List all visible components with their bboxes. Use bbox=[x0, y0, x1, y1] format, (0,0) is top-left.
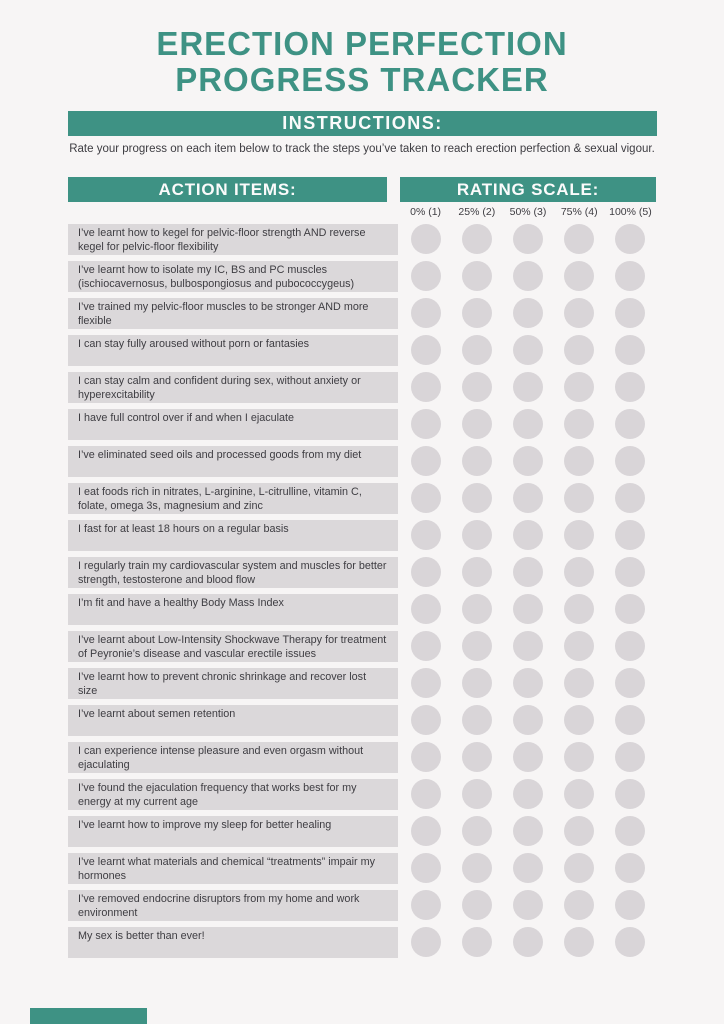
rating-cell bbox=[400, 224, 451, 254]
rating-scale-label: 0% (1) bbox=[410, 206, 442, 218]
rating-cells bbox=[400, 557, 656, 587]
tracker-grid bbox=[68, 224, 724, 964]
tracker-row bbox=[68, 816, 724, 853]
tracker-row bbox=[68, 779, 724, 816]
rating-circle[interactable] bbox=[564, 853, 594, 883]
rating-circle[interactable] bbox=[564, 224, 594, 254]
action-item-text: I fast for at least 18 hours on a regular basis bbox=[68, 520, 398, 551]
rating-cell bbox=[502, 705, 553, 735]
rating-circle[interactable] bbox=[411, 409, 441, 439]
rating-circle[interactable] bbox=[564, 557, 594, 587]
action-item-text: I have full control over if and when I ejaculate bbox=[68, 409, 398, 440]
rating-cells bbox=[400, 298, 656, 328]
rating-cell bbox=[451, 890, 502, 920]
rating-circle[interactable] bbox=[462, 816, 492, 846]
rating-circle[interactable] bbox=[462, 742, 492, 772]
rating-cell bbox=[554, 927, 605, 957]
rating-cell bbox=[400, 779, 451, 809]
rating-cell bbox=[451, 224, 502, 254]
rating-circle[interactable] bbox=[411, 520, 441, 550]
rating-circle[interactable] bbox=[513, 742, 543, 772]
rating-circle[interactable] bbox=[513, 853, 543, 883]
rating-cell bbox=[605, 631, 656, 661]
rating-cells bbox=[400, 483, 656, 513]
rating-cell bbox=[605, 261, 656, 291]
rating-cells bbox=[400, 779, 656, 809]
rating-circle[interactable] bbox=[513, 372, 543, 402]
rating-circle[interactable] bbox=[411, 927, 441, 957]
rating-cell bbox=[554, 668, 605, 698]
rating-cell bbox=[605, 742, 656, 772]
rating-circle[interactable] bbox=[462, 483, 492, 513]
rating-circle[interactable] bbox=[513, 594, 543, 624]
rating-circle[interactable] bbox=[513, 927, 543, 957]
rating-circle[interactable] bbox=[411, 298, 441, 328]
tracker-row bbox=[68, 224, 724, 261]
rating-cell bbox=[605, 890, 656, 920]
rating-cell bbox=[605, 224, 656, 254]
tracker-row bbox=[68, 631, 724, 668]
rating-cell bbox=[451, 446, 502, 476]
rating-cell bbox=[451, 631, 502, 661]
rating-circle[interactable] bbox=[411, 705, 441, 735]
rating-cell bbox=[605, 594, 656, 624]
tracker-row bbox=[68, 668, 724, 705]
rating-circle[interactable] bbox=[615, 927, 645, 957]
rating-cell bbox=[605, 816, 656, 846]
rating-circle[interactable] bbox=[615, 705, 645, 735]
rating-cell bbox=[502, 446, 553, 476]
rating-cell bbox=[400, 705, 451, 735]
rating-circle[interactable] bbox=[615, 520, 645, 550]
action-item-text: I can stay fully aroused without porn or fantasies bbox=[68, 335, 398, 366]
rating-cells bbox=[400, 890, 656, 920]
action-item-text: I’ve removed endocrine disruptors from my home and work environment bbox=[68, 890, 398, 921]
page-title bbox=[0, 0, 724, 98]
rating-cells bbox=[400, 520, 656, 550]
rating-circle[interactable] bbox=[615, 779, 645, 809]
action-item-text: I’ve learnt how to improve my sleep for better healing bbox=[68, 816, 398, 847]
rating-cell bbox=[502, 298, 553, 328]
rating-circle[interactable] bbox=[411, 335, 441, 365]
rating-cell bbox=[502, 890, 553, 920]
footer-bar-decoration bbox=[30, 1008, 147, 1024]
rating-cell bbox=[605, 483, 656, 513]
tracker-row bbox=[68, 853, 724, 890]
rating-circle[interactable] bbox=[411, 594, 441, 624]
action-item-text: I’ve learnt about Low-Intensity Shockwave Therapy for treatment of Peyronie’s disease and vascular erectile issues bbox=[68, 631, 398, 662]
rating-circle[interactable] bbox=[615, 742, 645, 772]
instructions-header-bar: INSTRUCTIONS: bbox=[68, 111, 657, 136]
action-item-text: I’ve learnt how to prevent chronic shrinkage and recover lost size bbox=[68, 668, 398, 699]
action-item-text: I’ve learnt what materials and chemical “treatments” impair my hormones bbox=[68, 853, 398, 884]
rating-circle[interactable] bbox=[615, 298, 645, 328]
rating-circle[interactable] bbox=[462, 779, 492, 809]
rating-cell bbox=[400, 261, 451, 291]
tracker-row bbox=[68, 520, 724, 557]
rating-circle[interactable] bbox=[513, 890, 543, 920]
rating-cell bbox=[451, 705, 502, 735]
action-item-text: I can experience intense pleasure and even orgasm without ejaculating bbox=[68, 742, 398, 773]
rating-cell bbox=[400, 409, 451, 439]
rating-cell bbox=[502, 372, 553, 402]
rating-circle[interactable] bbox=[615, 668, 645, 698]
action-item-text: I eat foods rich in nitrates, L-arginine, L-citrulline, vitamin C, folate, omega 3s, magnesium and zinc bbox=[68, 483, 398, 514]
rating-cell bbox=[554, 557, 605, 587]
rating-scale-label: 25% (2) bbox=[458, 206, 496, 218]
tracker-row bbox=[68, 483, 724, 520]
rating-cell bbox=[554, 742, 605, 772]
tracker-row bbox=[68, 927, 724, 964]
rating-circle[interactable] bbox=[615, 483, 645, 513]
rating-circle[interactable] bbox=[462, 668, 492, 698]
rating-circle[interactable] bbox=[411, 742, 441, 772]
action-item-text: I regularly train my cardiovascular system and muscles for better strength, testosterone and blood flow bbox=[68, 557, 398, 588]
rating-circle[interactable] bbox=[513, 779, 543, 809]
rating-cell bbox=[554, 890, 605, 920]
rating-circle[interactable] bbox=[564, 261, 594, 291]
rating-circle[interactable] bbox=[513, 409, 543, 439]
rating-circle[interactable] bbox=[513, 668, 543, 698]
rating-cells bbox=[400, 261, 656, 291]
rating-circle[interactable] bbox=[564, 631, 594, 661]
rating-circle[interactable] bbox=[462, 520, 492, 550]
rating-circle[interactable] bbox=[411, 261, 441, 291]
rating-scale-label: 75% (4) bbox=[560, 206, 598, 218]
rating-circle[interactable] bbox=[564, 594, 594, 624]
rating-cell bbox=[451, 927, 502, 957]
rating-cell bbox=[502, 631, 553, 661]
rating-circle[interactable] bbox=[513, 816, 543, 846]
action-item-text: I’ve trained my pelvic-floor muscles to be stronger AND more flexible bbox=[68, 298, 398, 329]
tracker-row bbox=[68, 446, 724, 483]
rating-circle[interactable] bbox=[462, 705, 492, 735]
rating-cells bbox=[400, 853, 656, 883]
rating-cell bbox=[554, 631, 605, 661]
rating-circle[interactable] bbox=[513, 483, 543, 513]
rating-cells bbox=[400, 705, 656, 735]
rating-cell bbox=[451, 853, 502, 883]
rating-circle[interactable] bbox=[462, 224, 492, 254]
rating-circle[interactable] bbox=[513, 631, 543, 661]
tracker-row bbox=[68, 557, 724, 594]
rating-cell bbox=[605, 372, 656, 402]
rating-cell bbox=[451, 520, 502, 550]
rating-cell bbox=[554, 779, 605, 809]
tracker-row bbox=[68, 298, 724, 335]
rating-circle[interactable] bbox=[513, 261, 543, 291]
rating-circle[interactable] bbox=[411, 779, 441, 809]
tracker-row bbox=[68, 409, 724, 446]
rating-cell bbox=[605, 705, 656, 735]
rating-cell bbox=[400, 853, 451, 883]
rating-circle[interactable] bbox=[462, 298, 492, 328]
rating-cells bbox=[400, 409, 656, 439]
rating-circle[interactable] bbox=[615, 853, 645, 883]
rating-cell bbox=[502, 779, 553, 809]
rating-circle[interactable] bbox=[564, 668, 594, 698]
rating-circle[interactable] bbox=[564, 816, 594, 846]
rating-circle[interactable] bbox=[513, 224, 543, 254]
rating-cell bbox=[502, 668, 553, 698]
rating-circle[interactable] bbox=[615, 594, 645, 624]
rating-cell bbox=[554, 705, 605, 735]
rating-circle[interactable] bbox=[564, 927, 594, 957]
action-item-text: I’ve eliminated seed oils and processed goods from my diet bbox=[68, 446, 398, 477]
action-items-header-bar: ACTION ITEMS: bbox=[68, 177, 387, 202]
rating-cell bbox=[605, 668, 656, 698]
rating-circle[interactable] bbox=[411, 668, 441, 698]
rating-circle[interactable] bbox=[564, 483, 594, 513]
action-item-text: I can stay calm and confident during sex, without anxiety or hyperexcitability bbox=[68, 372, 398, 403]
rating-cell bbox=[605, 298, 656, 328]
page-title-line1: ERECTION PERFECTION bbox=[156, 25, 568, 62]
rating-cell bbox=[400, 446, 451, 476]
rating-circle[interactable] bbox=[462, 927, 492, 957]
rating-cell bbox=[400, 631, 451, 661]
rating-circle[interactable] bbox=[615, 890, 645, 920]
rating-cell bbox=[502, 853, 553, 883]
rating-cell bbox=[554, 483, 605, 513]
rating-cell bbox=[554, 409, 605, 439]
rating-circle[interactable] bbox=[513, 557, 543, 587]
rating-circle[interactable] bbox=[462, 446, 492, 476]
rating-circle[interactable] bbox=[513, 705, 543, 735]
rating-circle[interactable] bbox=[564, 742, 594, 772]
action-item-text: I’m fit and have a healthy Body Mass Index bbox=[68, 594, 398, 625]
rating-cell bbox=[400, 298, 451, 328]
rating-cell bbox=[451, 816, 502, 846]
tracker-row bbox=[68, 890, 724, 927]
rating-cells bbox=[400, 668, 656, 698]
rating-circle[interactable] bbox=[564, 890, 594, 920]
rating-cell bbox=[605, 557, 656, 587]
rating-circle[interactable] bbox=[615, 446, 645, 476]
rating-cell bbox=[451, 372, 502, 402]
rating-cells bbox=[400, 224, 656, 254]
rating-circle[interactable] bbox=[513, 298, 543, 328]
rating-cells bbox=[400, 446, 656, 476]
rating-cell bbox=[400, 372, 451, 402]
tracker-row bbox=[68, 261, 724, 298]
column-headers bbox=[68, 177, 724, 202]
rating-cell bbox=[502, 520, 553, 550]
rating-cell bbox=[400, 890, 451, 920]
rating-circle[interactable] bbox=[462, 594, 492, 624]
rating-circle[interactable] bbox=[411, 372, 441, 402]
rating-cell bbox=[554, 224, 605, 254]
rating-labels-row bbox=[400, 206, 656, 218]
rating-cell bbox=[605, 446, 656, 476]
rating-circle[interactable] bbox=[615, 631, 645, 661]
rating-circle[interactable] bbox=[411, 890, 441, 920]
rating-circle[interactable] bbox=[462, 372, 492, 402]
rating-cell bbox=[451, 668, 502, 698]
rating-circle[interactable] bbox=[615, 372, 645, 402]
rating-cells bbox=[400, 631, 656, 661]
tracker-row bbox=[68, 705, 724, 742]
rating-cell bbox=[502, 557, 553, 587]
action-item-text: I’ve found the ejaculation frequency that works best for my energy at my current age bbox=[68, 779, 398, 810]
rating-scale-label: 50% (3) bbox=[509, 206, 547, 218]
rating-cell bbox=[451, 335, 502, 365]
rating-cell bbox=[400, 520, 451, 550]
rating-cell bbox=[400, 816, 451, 846]
rating-circle[interactable] bbox=[411, 557, 441, 587]
rating-cell bbox=[400, 483, 451, 513]
rating-cell bbox=[451, 557, 502, 587]
rating-circle[interactable] bbox=[411, 446, 441, 476]
rating-circle[interactable] bbox=[564, 446, 594, 476]
rating-circle[interactable] bbox=[564, 520, 594, 550]
rating-cells bbox=[400, 372, 656, 402]
rating-circle[interactable] bbox=[411, 224, 441, 254]
rating-circle[interactable] bbox=[615, 261, 645, 291]
rating-cell bbox=[502, 742, 553, 772]
rating-cell bbox=[502, 816, 553, 846]
rating-cell bbox=[554, 372, 605, 402]
rating-circle[interactable] bbox=[615, 224, 645, 254]
rating-cell bbox=[502, 409, 553, 439]
rating-cell bbox=[605, 779, 656, 809]
rating-cell bbox=[400, 668, 451, 698]
rating-cell bbox=[605, 335, 656, 365]
rating-scale-label: 100% (5) bbox=[609, 206, 652, 218]
rating-circle[interactable] bbox=[462, 261, 492, 291]
rating-circle[interactable] bbox=[615, 409, 645, 439]
rating-circle[interactable] bbox=[564, 298, 594, 328]
rating-cell bbox=[451, 261, 502, 291]
rating-cell bbox=[605, 520, 656, 550]
rating-circle[interactable] bbox=[411, 816, 441, 846]
tracker-row bbox=[68, 372, 724, 409]
rating-cell bbox=[400, 557, 451, 587]
rating-circle[interactable] bbox=[615, 557, 645, 587]
rating-circle[interactable] bbox=[564, 779, 594, 809]
rating-cell bbox=[451, 298, 502, 328]
instructions-text: Rate your progress on each item below to track the steps you’ve taken to reach erection perfection & sexual vigour. bbox=[69, 143, 655, 155]
action-item-text: I’ve learnt how to kegel for pelvic-floor strength AND reverse kegel for pelvic-floor flexibility bbox=[68, 224, 398, 255]
rating-cell bbox=[400, 335, 451, 365]
rating-cell bbox=[605, 927, 656, 957]
rating-circle[interactable] bbox=[462, 409, 492, 439]
rating-cell bbox=[605, 853, 656, 883]
rating-circle[interactable] bbox=[462, 557, 492, 587]
rating-circle[interactable] bbox=[411, 631, 441, 661]
rating-cell bbox=[502, 224, 553, 254]
rating-circle[interactable] bbox=[462, 335, 492, 365]
rating-circle[interactable] bbox=[462, 890, 492, 920]
page-title-line2: PROGRESS TRACKER bbox=[175, 61, 549, 98]
rating-cell bbox=[554, 520, 605, 550]
rating-cell bbox=[554, 816, 605, 846]
rating-cell bbox=[451, 779, 502, 809]
rating-scale-header-bar: RATING SCALE: bbox=[400, 177, 656, 202]
rating-circle[interactable] bbox=[513, 520, 543, 550]
rating-cell bbox=[554, 335, 605, 365]
rating-circle[interactable] bbox=[564, 409, 594, 439]
rating-cell bbox=[554, 853, 605, 883]
rating-circle[interactable] bbox=[513, 446, 543, 476]
tracker-row bbox=[68, 594, 724, 631]
rating-cell bbox=[554, 446, 605, 476]
tracker-row bbox=[68, 335, 724, 372]
rating-circle[interactable] bbox=[411, 853, 441, 883]
action-item-text: I’ve learnt how to isolate my IC, BS and PC muscles (ischiocavernosus, bulbospongiosus and pubococcygeus) bbox=[68, 261, 398, 292]
rating-circle[interactable] bbox=[564, 372, 594, 402]
rating-cell bbox=[400, 742, 451, 772]
rating-cells bbox=[400, 335, 656, 365]
rating-cells bbox=[400, 594, 656, 624]
rating-cells bbox=[400, 742, 656, 772]
rating-cell bbox=[451, 742, 502, 772]
rating-cell bbox=[554, 298, 605, 328]
tracker-row bbox=[68, 742, 724, 779]
rating-circle[interactable] bbox=[462, 631, 492, 661]
rating-cell bbox=[451, 483, 502, 513]
rating-cells bbox=[400, 816, 656, 846]
rating-cell bbox=[451, 594, 502, 624]
action-item-text: My sex is better than ever! bbox=[68, 927, 398, 958]
rating-circle[interactable] bbox=[564, 335, 594, 365]
rating-cell bbox=[554, 594, 605, 624]
rating-cell bbox=[502, 927, 553, 957]
rating-cell bbox=[502, 335, 553, 365]
rating-circle[interactable] bbox=[513, 335, 543, 365]
rating-circle[interactable] bbox=[564, 705, 594, 735]
rating-circle[interactable] bbox=[615, 816, 645, 846]
action-item-text: I’ve learnt about semen retention bbox=[68, 705, 398, 736]
rating-cells bbox=[400, 927, 656, 957]
rating-circle[interactable] bbox=[411, 483, 441, 513]
rating-cell bbox=[605, 409, 656, 439]
rating-cell bbox=[400, 927, 451, 957]
rating-cell bbox=[502, 261, 553, 291]
rating-cell bbox=[502, 483, 553, 513]
rating-cell bbox=[554, 261, 605, 291]
rating-cell bbox=[502, 594, 553, 624]
rating-circle[interactable] bbox=[462, 853, 492, 883]
rating-circle[interactable] bbox=[615, 335, 645, 365]
rating-cell bbox=[400, 594, 451, 624]
rating-cell bbox=[451, 409, 502, 439]
